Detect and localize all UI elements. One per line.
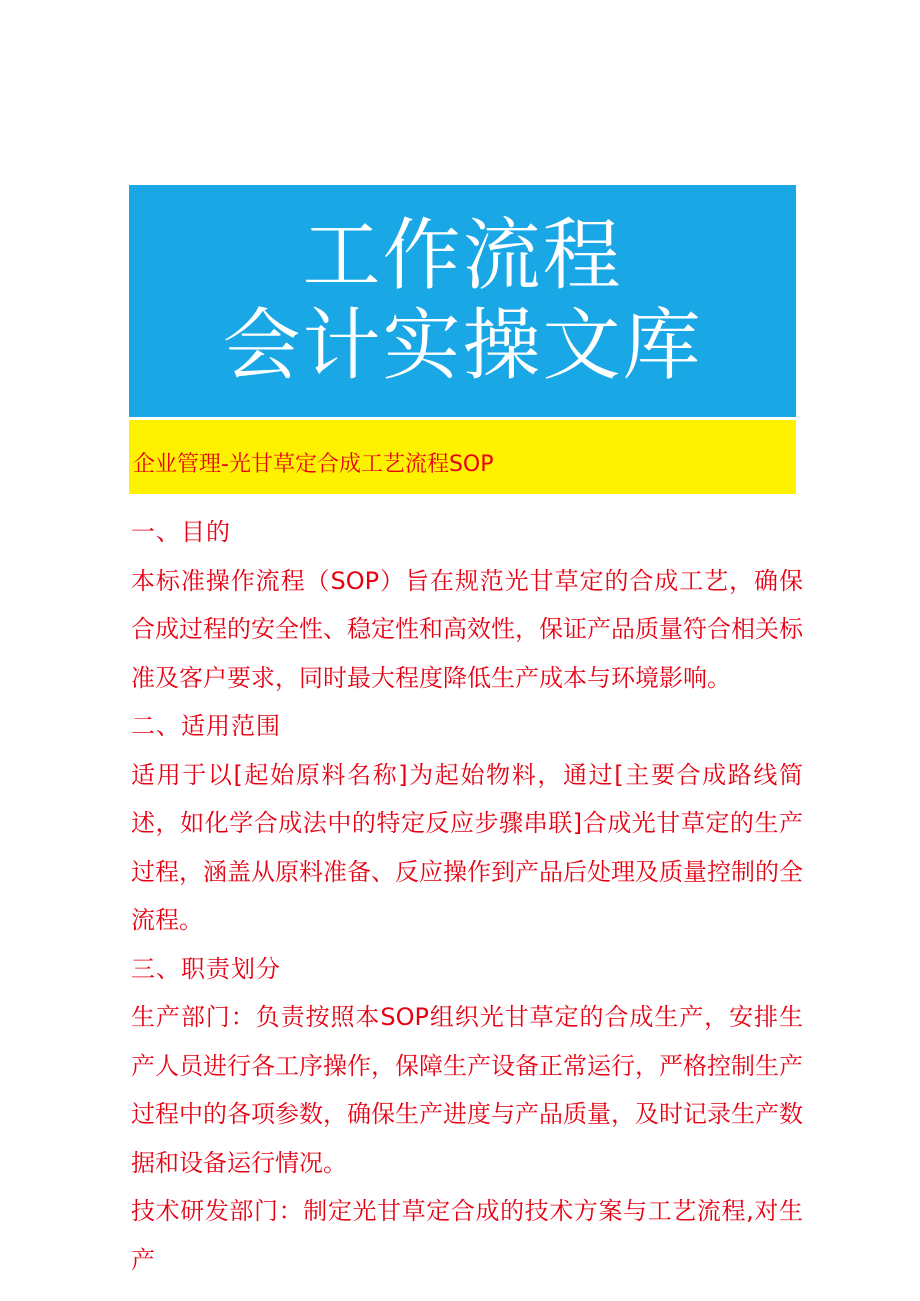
section-paragraph-purpose: 本标准操作流程（SOP）旨在规范光甘草定的合成工艺，确保合成过程的安全性、稳定性和高效性，保证产品质量符合相关标准及客户要求，同时最大程度降低生产成本与环境影响。 — [131, 566, 803, 692]
section-heading-scope: 二、适用范围 — [131, 712, 281, 740]
section-heading-purpose: 一、目的 — [131, 518, 231, 546]
banner-title-line-2: 会计实操文库 — [222, 301, 703, 391]
document-body — [131, 508, 803, 1284]
title-banner — [129, 185, 796, 417]
section-heading-responsibilities: 三、职责划分 — [131, 954, 281, 983]
section-paragraph-scope: 适用于以[起始原料名称]为起始物料，通过[主要合成路线简述，如化学合成法中的特定反应步骤串联]合成光甘草定的生产过程，涵盖从原料准备、反应操作到产品后处理及质量控制的全流程。 — [131, 760, 803, 934]
section-paragraph-production-dept: 生产部门：负责按照本SOP组织光甘草定的合成生产，安排生产人员进行各工序操作，保障生产设备正常运行，严格控制生产过程中的各项参数，确保生产进度与产品质量，及时记录生产数据和设备运行情况。 — [131, 1003, 803, 1177]
banner-title-line-1: 工作流程 — [302, 211, 623, 301]
document-subtitle: 企业管理-光甘草定合成工艺流程SOP — [133, 452, 494, 477]
section-paragraph-rnd-dept: 技术研发部门：制定光甘草定合成的技术方案与工艺流程,对生产 — [131, 1197, 803, 1274]
subtitle-bar — [129, 420, 796, 494]
